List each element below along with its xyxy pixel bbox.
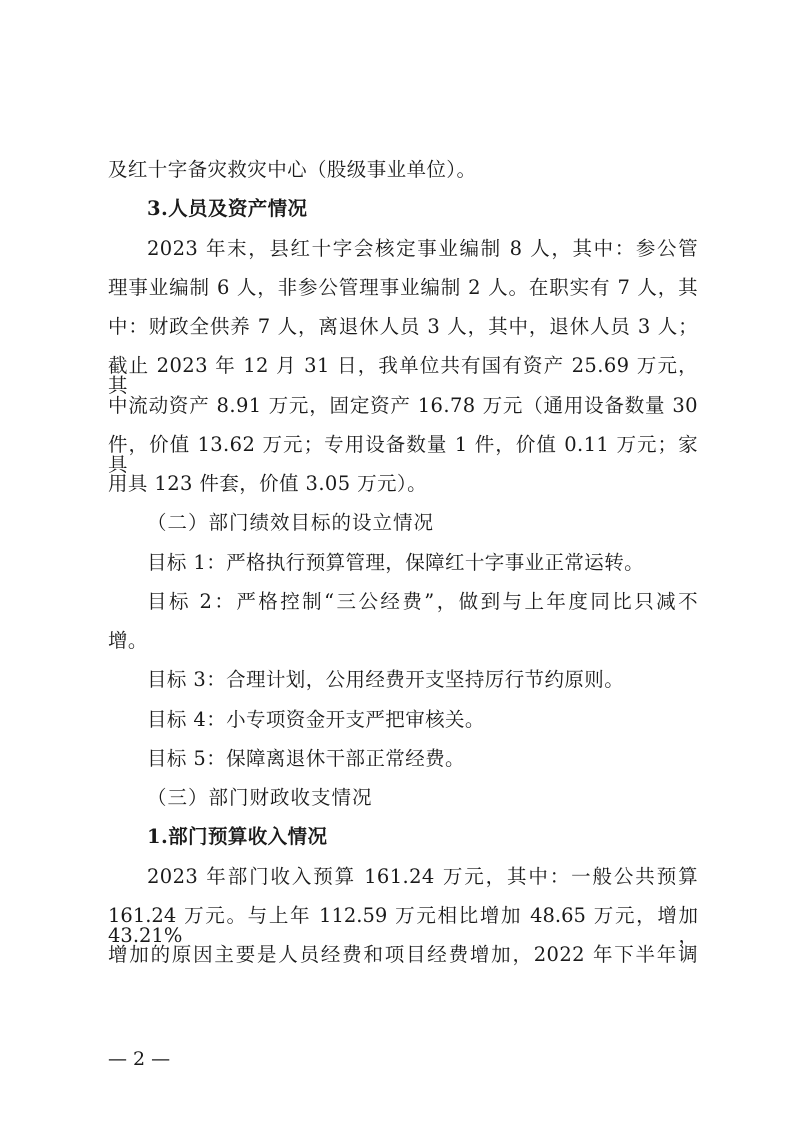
goal-item: 目标 2：严格控制“三公经费”，做到与上年度同比只减不 (147, 590, 698, 613)
subsection-heading: （二）部门绩效目标的设立情况 (147, 511, 435, 534)
section-heading: 3.人员及资产情况 (147, 197, 308, 220)
goal-item: 目标 4：小专项资金开支严把审核关。 (147, 708, 485, 731)
text-line: 2023 年部门收入预算 161.24 万元，其中：一般公共预算 (147, 865, 698, 888)
subsection-heading: （三）部门财政收支情况 (147, 786, 373, 809)
text-line: 及红十字备灾救灾中心（股级事业单位）。 (108, 158, 477, 181)
goal-item: 目标 1：严格执行预算管理，保障红十字事业正常运转。 (147, 551, 645, 574)
text-line: 理事业编制 6 人，非参公管理事业编制 2 人。在职实有 7 人，其 (108, 276, 698, 299)
text-line: 中流动资产 8.91 万元，固定资产 16.78 万元（通用设备数量 30 (108, 394, 698, 417)
goal-item: 目标 3：合理计划，公用经费开支坚持厉行节约原则。 (147, 668, 625, 691)
section-heading: 1.部门预算收入情况 (147, 825, 328, 848)
text-line: 中：财政全供养 7 人，离退休人员 3 人，其中，退休人员 3 人； (108, 315, 698, 338)
text-line: 件，价值 13.62 万元；专用设备数量 1 件，价值 0.11 万元；家具 (108, 433, 698, 476)
text-line: 161.24 万元。与上年 112.59 万元相比增加 48.65 万元，增加 43.21%， (108, 904, 698, 947)
text-line: 增。 (108, 629, 148, 652)
text-line: 用具 123 件套，价值 3.05 万元）。 (108, 472, 427, 495)
text-line: 2023 年末，县红十字会核定事业编制 8 人，其中：参公管 (147, 237, 698, 260)
page-number: — 2 — (108, 1048, 171, 1070)
text-line: 增加的原因主要是人员经费和项目经费增加，2022 年下半年调 (108, 943, 698, 966)
text-line: 截止 2023 年 12 月 31 日，我单位共有国有资产 25.69 万元，其 (108, 354, 698, 397)
goal-item: 目标 5：保障离退休干部正常经费。 (147, 747, 465, 770)
